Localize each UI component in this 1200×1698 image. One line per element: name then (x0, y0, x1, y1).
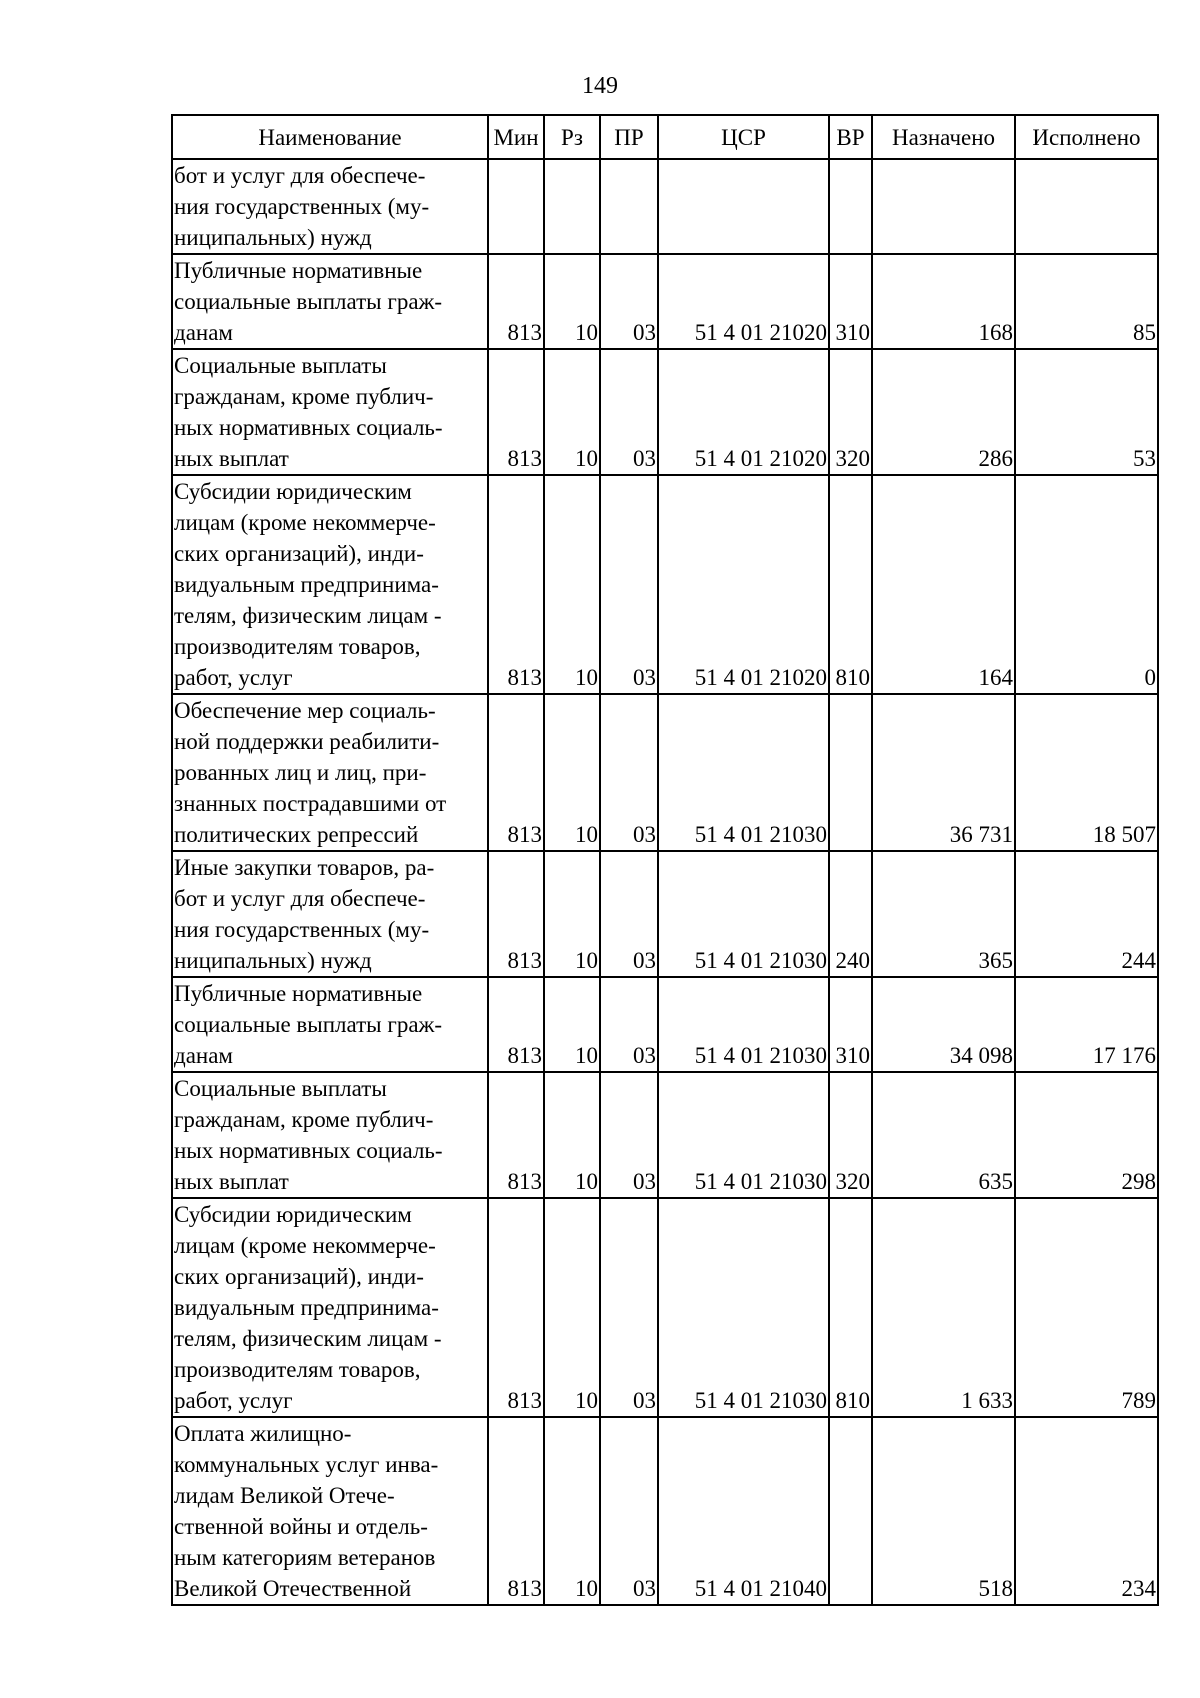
cell-name (172, 694, 488, 851)
cell-ispolneno: 789 (1015, 1198, 1158, 1417)
header-rz: Рз (544, 115, 600, 159)
cell-csr: 51 4 01 21030 (658, 851, 829, 977)
cell-name-line: Обеспечение мер социаль- (174, 698, 436, 723)
cell-csr: 51 4 01 21030 (658, 1198, 829, 1417)
cell-vr: 310 (829, 254, 872, 349)
cell-name-line: коммунальных услуг инва- (174, 1452, 439, 1477)
cell-naznacheno: 164 (872, 475, 1015, 694)
header-ispolneno: Исполнено (1015, 115, 1158, 159)
header-min: Мин (488, 115, 544, 159)
cell-pr: 03 (600, 475, 658, 694)
cell-name-line: Иные закупки товаров, ра- (174, 855, 435, 880)
cell-name-line: гражданам, кроме публич- (174, 1107, 434, 1132)
cell-ispolneno: 244 (1015, 851, 1158, 977)
cell-name-line: ных выплат (174, 1169, 289, 1194)
cell-min: 813 (488, 254, 544, 349)
cell-min: 813 (488, 1417, 544, 1605)
cell-name-line: производителям товаров, (174, 1357, 421, 1382)
cell-ispolneno: 53 (1015, 349, 1158, 475)
cell-csr: 51 4 01 21040 (658, 1417, 829, 1605)
cell-pr: 03 (600, 1417, 658, 1605)
cell-name-line: лицам (кроме некоммерче- (174, 1233, 436, 1258)
cell-name-line: ния государственных (му- (174, 917, 430, 942)
cell-min: 813 (488, 851, 544, 977)
cell-name (172, 1198, 488, 1417)
cell-naznacheno: 365 (872, 851, 1015, 977)
cell-csr: 51 4 01 21030 (658, 977, 829, 1072)
table-row (172, 1198, 1158, 1417)
cell-naznacheno: 36 731 (872, 694, 1015, 851)
cell-name-line: социальные выплаты граж- (174, 289, 443, 314)
table-row (172, 1417, 1158, 1605)
table-row (172, 851, 1158, 977)
cell-name-line: ских организаций), инди- (174, 1264, 424, 1289)
cell-name (172, 475, 488, 694)
cell-ispolneno: 85 (1015, 254, 1158, 349)
cell-name-line: ния государственных (му- (174, 194, 430, 219)
cell-rz: 10 (544, 1072, 600, 1198)
cell-name-line: Публичные нормативные (174, 981, 423, 1006)
budget-table (171, 114, 1159, 1606)
cell-name-line: видуальным предпринима- (174, 1295, 439, 1320)
cell-rz: 10 (544, 475, 600, 694)
cell-name-line: Социальные выплаты (174, 353, 387, 378)
cell-name-line: рованных лиц и лиц, при- (174, 760, 427, 785)
cell-vr: 810 (829, 1198, 872, 1417)
cell-name-line: ниципальных) нужд (174, 948, 372, 973)
cell-pr (600, 159, 658, 254)
cell-csr: 51 4 01 21020 (658, 475, 829, 694)
cell-name-line: Оплата жилищно- (174, 1421, 352, 1446)
table-row (172, 254, 1158, 349)
cell-pr: 03 (600, 1198, 658, 1417)
cell-name-line: работ, услуг (174, 665, 293, 690)
cell-ispolneno: 17 176 (1015, 977, 1158, 1072)
cell-name (172, 1072, 488, 1198)
header-name: Наименование (172, 115, 488, 159)
cell-min: 813 (488, 1072, 544, 1198)
cell-name (172, 851, 488, 977)
cell-name-line: политических репрессий (174, 822, 419, 847)
cell-vr: 310 (829, 977, 872, 1072)
cell-min: 813 (488, 977, 544, 1072)
cell-naznacheno: 518 (872, 1417, 1015, 1605)
cell-pr: 03 (600, 349, 658, 475)
cell-name-line: данам (174, 1043, 233, 1068)
header-csr: ЦСР (658, 115, 829, 159)
cell-pr: 03 (600, 851, 658, 977)
cell-name (172, 349, 488, 475)
cell-name-line: производителям товаров, (174, 634, 421, 659)
cell-csr: 51 4 01 21030 (658, 694, 829, 851)
cell-vr (829, 694, 872, 851)
cell-rz: 10 (544, 349, 600, 475)
table-row (172, 1072, 1158, 1198)
cell-pr: 03 (600, 254, 658, 349)
cell-rz: 10 (544, 694, 600, 851)
cell-min: 813 (488, 475, 544, 694)
cell-ispolneno: 0 (1015, 475, 1158, 694)
cell-vr (829, 159, 872, 254)
cell-name (172, 977, 488, 1072)
cell-name (172, 254, 488, 349)
table-body (172, 159, 1158, 1605)
cell-name-line: телям, физическим лицам - (174, 1326, 442, 1351)
cell-csr: 51 4 01 21020 (658, 254, 829, 349)
cell-name-line: видуальным предпринима- (174, 572, 439, 597)
header-pr: ПР (600, 115, 658, 159)
cell-vr: 320 (829, 1072, 872, 1198)
cell-pr: 03 (600, 1072, 658, 1198)
cell-name-line: гражданам, кроме публич- (174, 384, 434, 409)
cell-name-line: данам (174, 320, 233, 345)
cell-ispolneno: 298 (1015, 1072, 1158, 1198)
cell-name-line: ных нормативных социаль- (174, 415, 443, 440)
cell-naznacheno: 34 098 (872, 977, 1015, 1072)
cell-min: 813 (488, 694, 544, 851)
cell-name-line: ных нормативных социаль- (174, 1138, 443, 1163)
cell-naznacheno: 1 633 (872, 1198, 1015, 1417)
cell-vr: 320 (829, 349, 872, 475)
header-naznacheno: Назначено (872, 115, 1015, 159)
cell-name-line: ниципальных) нужд (174, 225, 372, 250)
cell-ispolneno: 234 (1015, 1417, 1158, 1605)
cell-name-line: Публичные нормативные (174, 258, 423, 283)
cell-rz: 10 (544, 254, 600, 349)
cell-rz: 10 (544, 1417, 600, 1605)
cell-rz: 10 (544, 1198, 600, 1417)
cell-name-line: Великой Отечественной (174, 1576, 412, 1601)
table-row (172, 475, 1158, 694)
cell-vr: 240 (829, 851, 872, 977)
cell-rz: 10 (544, 851, 600, 977)
cell-pr: 03 (600, 977, 658, 1072)
table-row (172, 977, 1158, 1072)
cell-csr: 51 4 01 21030 (658, 1072, 829, 1198)
cell-name-line: работ, услуг (174, 1388, 293, 1413)
cell-rz: 10 (544, 977, 600, 1072)
cell-ispolneno: 18 507 (1015, 694, 1158, 851)
cell-naznacheno: 286 (872, 349, 1015, 475)
cell-name-line: лидам Великой Отече- (174, 1483, 395, 1508)
table-header-row (172, 115, 1158, 159)
cell-name-line: ных выплат (174, 446, 289, 471)
cell-min: 813 (488, 1198, 544, 1417)
cell-name-line: бот и услуг для обеспече- (174, 886, 426, 911)
cell-name-line: лицам (кроме некоммерче- (174, 510, 436, 535)
cell-name-line: ских организаций), инди- (174, 541, 424, 566)
cell-name (172, 1417, 488, 1605)
cell-min (488, 159, 544, 254)
cell-name-line: знанных пострадавшими от (174, 791, 447, 816)
cell-name-line: Субсидии юридическим (174, 1202, 412, 1227)
header-vr: ВР (829, 115, 872, 159)
cell-name-line: ной поддержки реабилити- (174, 729, 440, 754)
cell-name-line: ным категориям ветеранов (174, 1545, 436, 1570)
cell-vr (829, 1417, 872, 1605)
cell-min: 813 (488, 349, 544, 475)
page-number: 149 (582, 73, 618, 99)
cell-ispolneno (1015, 159, 1158, 254)
cell-name-line: бот и услуг для обеспече- (174, 163, 426, 188)
table-row (172, 694, 1158, 851)
cell-vr: 810 (829, 475, 872, 694)
cell-name (172, 159, 488, 254)
cell-name-line: Социальные выплаты (174, 1076, 387, 1101)
cell-name-line: телям, физическим лицам - (174, 603, 442, 628)
cell-naznacheno: 168 (872, 254, 1015, 349)
cell-name-line: Субсидии юридическим (174, 479, 412, 504)
cell-pr: 03 (600, 694, 658, 851)
cell-name-line: социальные выплаты граж- (174, 1012, 443, 1037)
cell-naznacheno: 635 (872, 1072, 1015, 1198)
table-row (172, 349, 1158, 475)
cell-csr: 51 4 01 21020 (658, 349, 829, 475)
cell-rz (544, 159, 600, 254)
cell-name-line: ственной войны и отдель- (174, 1514, 428, 1539)
cell-csr (658, 159, 829, 254)
cell-naznacheno (872, 159, 1015, 254)
table-row (172, 159, 1158, 254)
